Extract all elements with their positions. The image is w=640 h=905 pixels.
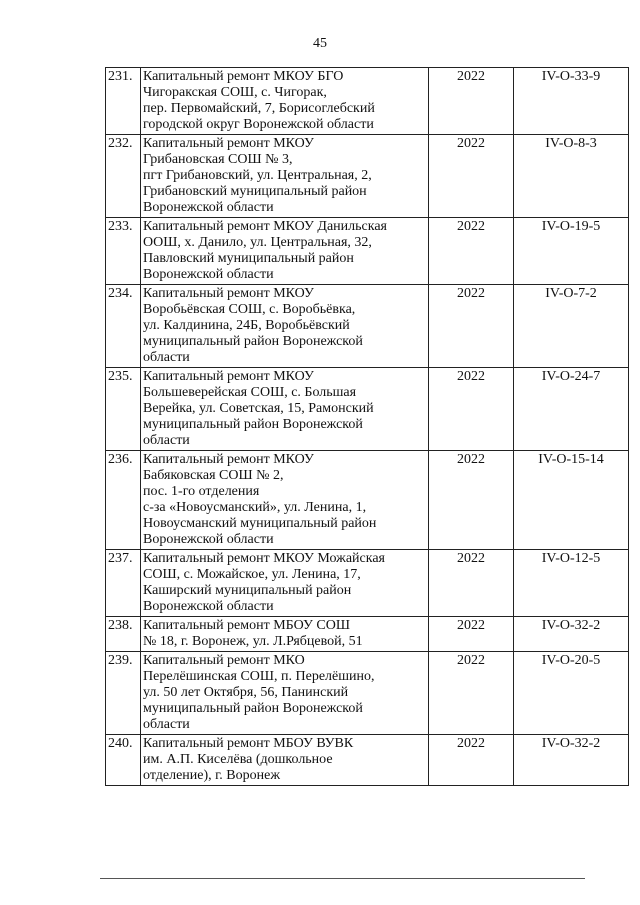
description-line: Капитальный ремонт МКОУ Можайская xyxy=(143,551,385,566)
description-line: муниципальный район Воронежской xyxy=(143,701,363,716)
description-line: Бабяковская СОШ № 2, xyxy=(143,468,284,483)
description-line: им. А.П. Киселёва (дошкольное xyxy=(143,752,333,767)
row-description xyxy=(141,285,429,368)
row-number: 240. xyxy=(106,735,141,786)
description-line: отделение), г. Воронеж xyxy=(143,768,281,783)
description-line: Каширский муниципальный район xyxy=(143,583,352,598)
row-description xyxy=(141,617,429,652)
description-line: Новоусманский муниципальный район xyxy=(143,516,377,531)
row-code: IV-O-32-2 xyxy=(514,617,629,652)
row-description xyxy=(141,135,429,218)
row-description xyxy=(141,68,429,135)
row-year: 2022 xyxy=(429,550,514,617)
row-description xyxy=(141,368,429,451)
description-line: Грибановская СОШ № 3, xyxy=(143,152,293,167)
row-code: IV-O-7-2 xyxy=(514,285,629,368)
description-line: Воронежской области xyxy=(143,267,274,282)
table-row xyxy=(106,285,629,368)
row-year: 2022 xyxy=(429,285,514,368)
row-description xyxy=(141,652,429,735)
description-line: Капитальный ремонт МКОУ xyxy=(143,369,314,384)
row-year: 2022 xyxy=(429,218,514,285)
row-year: 2022 xyxy=(429,451,514,550)
row-number: 233. xyxy=(106,218,141,285)
description-line: Воронежской области xyxy=(143,200,274,215)
table-row xyxy=(106,135,629,218)
row-number: 234. xyxy=(106,285,141,368)
description-line: городской округ Воронежской области xyxy=(143,117,374,132)
description-line: Воронежской области xyxy=(143,532,274,547)
table-row xyxy=(106,652,629,735)
row-number: 236. xyxy=(106,451,141,550)
row-code: IV-O-33-9 xyxy=(514,68,629,135)
table-row xyxy=(106,735,629,786)
row-number: 237. xyxy=(106,550,141,617)
row-year: 2022 xyxy=(429,735,514,786)
description-line: Павловский муниципальный район xyxy=(143,251,354,266)
description-line: с-за «Новоусманский», ул. Ленина, 1, xyxy=(143,500,367,515)
table-row xyxy=(106,550,629,617)
description-line: ООШ, х. Данило, ул. Центральная, 32, xyxy=(143,235,372,250)
description-line: Чигоракская СОШ, с. Чигорак, xyxy=(143,85,327,100)
description-line: Капитальный ремонт МКОУ xyxy=(143,286,314,301)
description-line: муниципальный район Воронежской xyxy=(143,334,363,349)
row-number: 239. xyxy=(106,652,141,735)
description-line: Капитальный ремонт МБОУ СОШ xyxy=(143,618,350,633)
description-line: Капитальный ремонт МКОУ xyxy=(143,136,314,151)
row-code: IV-O-20-5 xyxy=(514,652,629,735)
row-description xyxy=(141,735,429,786)
description-line: Воронежской области xyxy=(143,599,274,614)
row-code: IV-O-19-5 xyxy=(514,218,629,285)
row-year: 2022 xyxy=(429,617,514,652)
row-code: IV-O-24-7 xyxy=(514,368,629,451)
description-line: Большеверейская СОШ, с. Большая xyxy=(143,385,357,400)
description-line: Капитальный ремонт МБОУ ВУВК xyxy=(143,736,354,751)
description-line: области xyxy=(143,433,190,448)
table-row xyxy=(106,68,629,135)
description-line: Капитальный ремонт МКОУ БГО xyxy=(143,69,344,84)
description-line: Верейка, ул. Советская, 15, Рамонский xyxy=(143,401,374,416)
description-line: пгт Грибановский, ул. Центральная, 2, xyxy=(143,168,372,183)
footer-rule xyxy=(100,878,585,879)
row-year: 2022 xyxy=(429,368,514,451)
row-number: 235. xyxy=(106,368,141,451)
description-line: ул. 50 лет Октября, 56, Панинский xyxy=(143,685,349,700)
description-line: пос. 1-го отделения xyxy=(143,484,260,499)
row-number: 231. xyxy=(106,68,141,135)
row-code: IV-O-32-2 xyxy=(514,735,629,786)
description-line: Воробьёвская СОШ, с. Воробьёвка, xyxy=(143,302,356,317)
description-line: ул. Калдинина, 24Б, Воробьёвский xyxy=(143,318,350,333)
description-line: пер. Первомайский, 7, Борисоглебский xyxy=(143,101,375,116)
row-number: 238. xyxy=(106,617,141,652)
row-code: IV-O-8-3 xyxy=(514,135,629,218)
description-line: Грибановский муниципальный район xyxy=(143,184,367,199)
table-row xyxy=(106,218,629,285)
table-row xyxy=(106,451,629,550)
row-year: 2022 xyxy=(429,68,514,135)
table-row xyxy=(106,368,629,451)
row-description xyxy=(141,451,429,550)
description-line: области xyxy=(143,350,190,365)
row-description xyxy=(141,550,429,617)
description-line: области xyxy=(143,717,190,732)
table-row xyxy=(106,617,629,652)
row-year: 2022 xyxy=(429,135,514,218)
page-number: 45 xyxy=(313,36,327,51)
description-line: Капитальный ремонт МКО xyxy=(143,653,305,668)
description-line: Капитальный ремонт МКОУ xyxy=(143,452,314,467)
row-code: IV-O-12-5 xyxy=(514,550,629,617)
row-description xyxy=(141,218,429,285)
description-line: СОШ, с. Можайское, ул. Ленина, 17, xyxy=(143,567,361,582)
registry-table-body xyxy=(106,68,629,786)
row-number: 232. xyxy=(106,135,141,218)
description-line: Капитальный ремонт МКОУ Данильская xyxy=(143,219,387,234)
registry-table xyxy=(105,67,629,786)
description-line: муниципальный район Воронежской xyxy=(143,417,363,432)
row-year: 2022 xyxy=(429,652,514,735)
description-line: Перелёшинская СОШ, п. Перелёшино, xyxy=(143,669,375,684)
row-code: IV-O-15-14 xyxy=(514,451,629,550)
description-line: № 18, г. Воронеж, ул. Л.Рябцевой, 51 xyxy=(143,634,363,649)
